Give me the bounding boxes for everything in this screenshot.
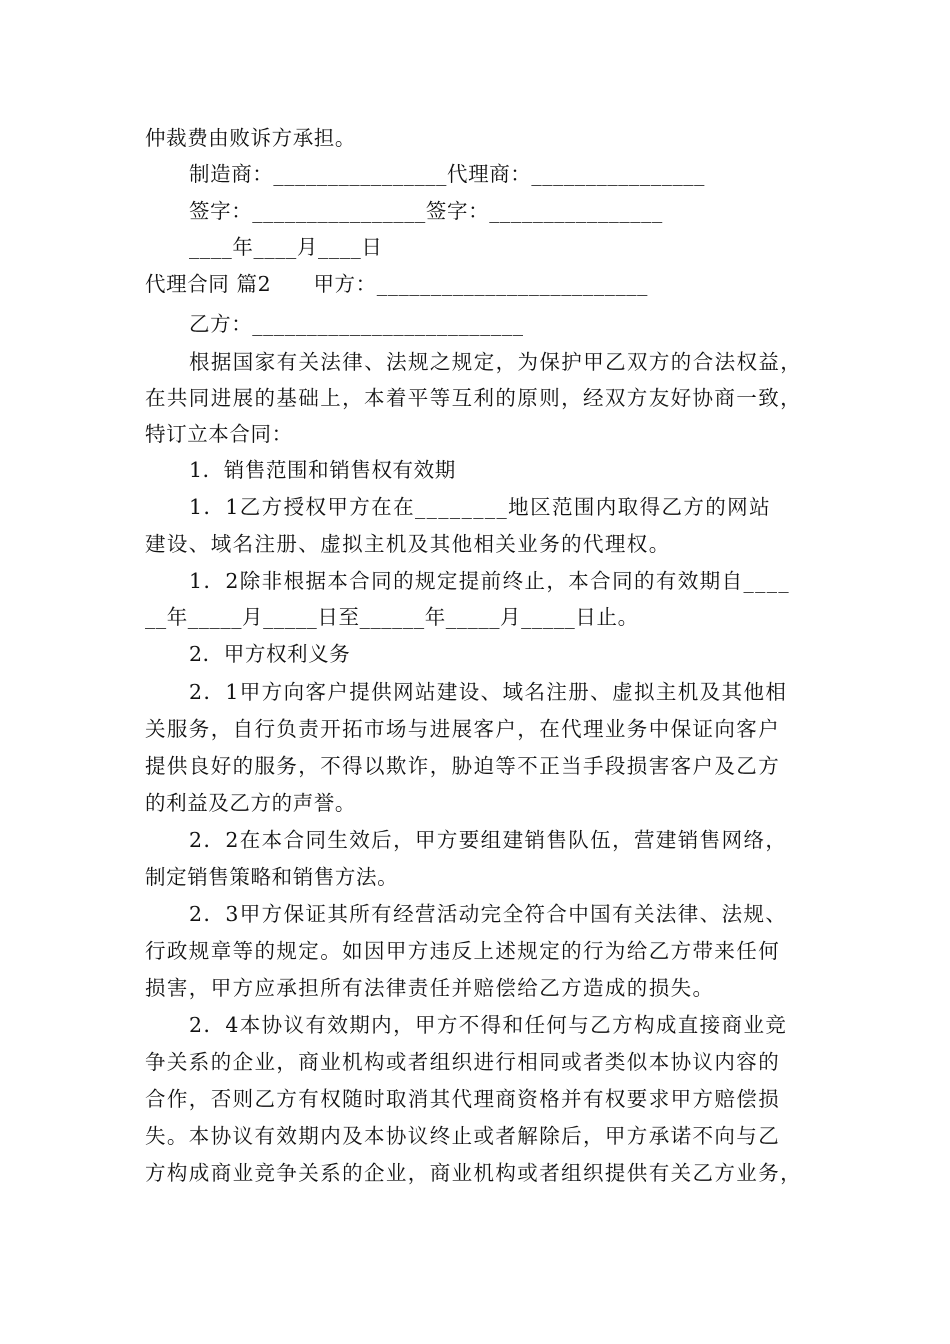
paragraph-line: 根据国家有关法律、法规之规定，为保护甲乙双方的合法权益， — [189, 350, 803, 374]
date-line: ____年____月____日 — [189, 235, 383, 259]
clause-line: 1．2除非根据本合同的规定提前终止，本合同的有效期自____ — [189, 569, 791, 593]
clause-line: 2．3甲方保证其所有经营活动完全符合中国有关法律、法规、 — [189, 902, 788, 926]
clause-line: 2．1甲方向客户提供网站建设、域名注册、虚拟主机及其他相 — [189, 680, 788, 704]
signature-line: 签字：________________签字：________________ — [189, 199, 663, 223]
clause-line: 方构成商业竞争关系的企业，商业机构或者组织提供有关乙方业务， — [145, 1161, 802, 1185]
text-line: 仲裁费由败诉方承担。 — [145, 126, 356, 150]
paragraph-line: 特订立本合同： — [145, 422, 293, 446]
clause-line: 建设、域名注册、虚拟主机及其他相关业务的代理权。 — [145, 532, 671, 556]
clause-line: 提供良好的服务，不得以欺诈，胁迫等不正当手段损害客户及乙方 — [145, 754, 781, 778]
clause-line: __年_____月_____日至______年_____月_____日止。 — [145, 605, 639, 629]
clause-line: 2．2在本合同生效后，甲方要组建销售队伍，营建销售网络， — [189, 828, 788, 852]
clause-line: 行政规章等的规定。如因甲方违反上述规定的行为给乙方带来任何 — [145, 939, 781, 963]
clause-line: 失。本协议有效期内及本协议终止或者解除后，甲方承诺不向与乙 — [145, 1124, 781, 1148]
section-heading: 1．销售范围和销售权有效期 — [189, 458, 456, 482]
clause-line: 争关系的企业，商业机构或者组织进行相同或者类似本协议内容的 — [145, 1050, 781, 1074]
contract-heading-party-a: 代理合同 篇2 甲方：_________________________ — [145, 272, 649, 296]
section-heading: 2．甲方权利义务 — [189, 642, 351, 666]
party-b-line: 乙方：_________________________ — [189, 312, 524, 336]
clause-line: 1．1乙方授权甲方在在________地区范围内取得乙方的网站 — [189, 495, 771, 519]
clause-line: 制定销售策略和销售方法。 — [145, 865, 399, 889]
clause-line: 关服务，自行负责开拓市场与进展客户，在代理业务中保证向客户 — [145, 717, 781, 741]
paragraph-line: 在共同进展的基础上，本着平等互利的原则，经双方友好协商一致， — [145, 386, 802, 410]
clause-line: 合作，否则乙方有权随时取消其代理商资格并有权要求甲方赔偿损 — [145, 1087, 781, 1111]
clause-line: 2．4本协议有效期内，甲方不得和任何与乙方构成直接商业竞 — [189, 1013, 788, 1037]
clause-line: 的利益及乙方的声誉。 — [145, 791, 356, 815]
manufacturer-agent-line: 制造商：________________代理商：________________ — [189, 162, 705, 186]
clause-line: 损害，甲方应承担所有法律责任并赔偿给乙方造成的损失。 — [145, 976, 715, 1000]
